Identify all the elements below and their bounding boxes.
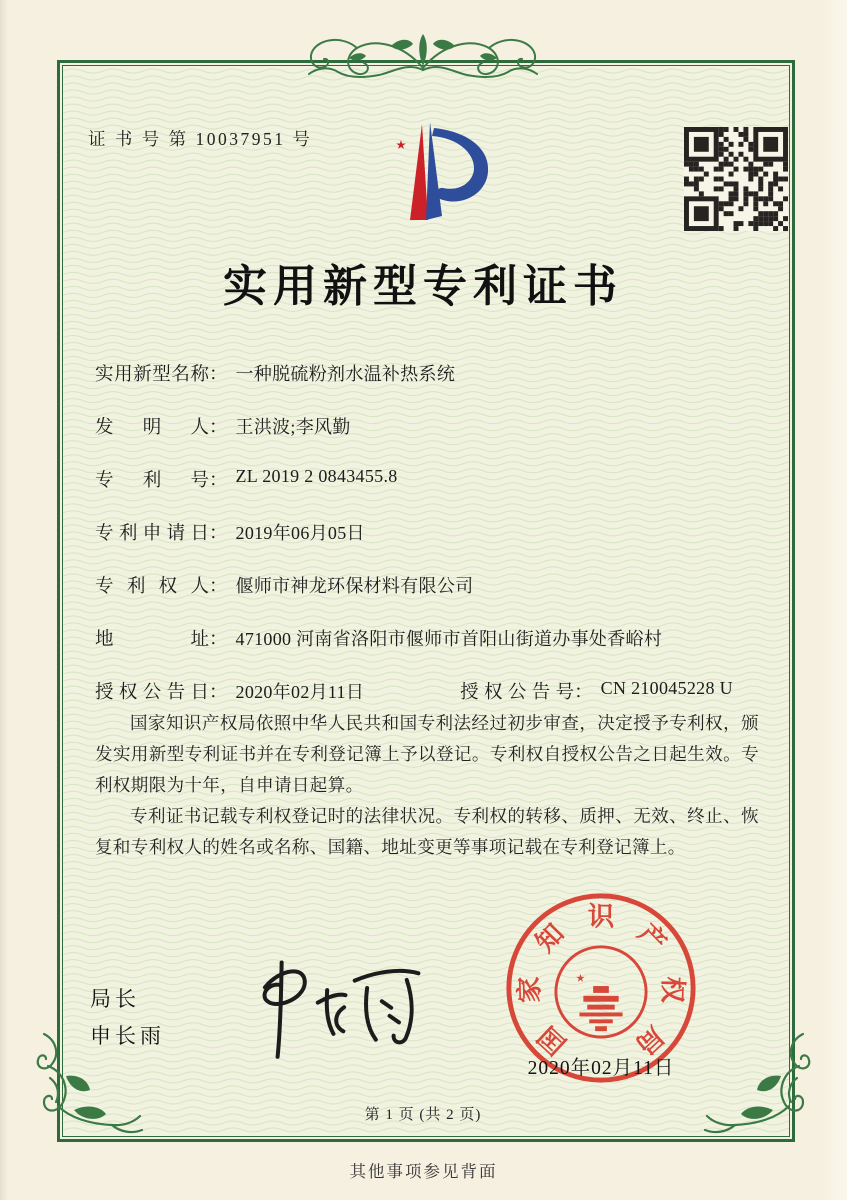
svg-text:国: 国 bbox=[532, 1020, 572, 1061]
field-value: 王洪波;李风勤 bbox=[235, 417, 351, 437]
signer-name: 申长雨 bbox=[90, 1024, 165, 1048]
back-side-note: 其他事项参见背面 bbox=[349, 1162, 498, 1181]
field-colon: ： bbox=[209, 630, 228, 650]
page-number: 第 1 页 (共 2 页) bbox=[364, 1107, 482, 1123]
field-value: 471000 河南省洛阳市偃师市首阳山街道办事处香峪村 bbox=[235, 629, 663, 649]
director-signature-icon bbox=[219, 946, 439, 1065]
field-label: 发明人 bbox=[95, 418, 209, 438]
legal-paragraph-2: 专利证书记载专利权登记时的法律状况。专利权的转移、质押、无效、终止、恢复和专利权人的姓名或名称、国籍、地址变更等事项记载在专利登记簿上。 bbox=[95, 806, 759, 857]
field-row-address bbox=[95, 625, 763, 678]
svg-text:知: 知 bbox=[529, 917, 570, 958]
field-colon: ： bbox=[209, 365, 228, 385]
certificate-title: 实用新型专利证书 bbox=[223, 262, 623, 311]
svg-text:识: 识 bbox=[587, 901, 615, 932]
field-value: 一种脱硫粉剂水温补热系统 bbox=[235, 364, 456, 384]
qr-code bbox=[684, 127, 788, 231]
field-row-inventor bbox=[95, 413, 763, 466]
field-label: 专利申请日 bbox=[95, 524, 209, 544]
field-list bbox=[95, 360, 763, 731]
certificate-number: 证 书 号 第 10037951 号 bbox=[88, 129, 313, 149]
field-row-patentee bbox=[95, 572, 763, 625]
field-value: CN 210045228 U bbox=[600, 678, 733, 698]
seal-date: 2020年02月11日 bbox=[527, 1058, 675, 1079]
field-colon: ： bbox=[209, 683, 228, 703]
field-colon: ： bbox=[574, 683, 593, 703]
field-label: 专利权人 bbox=[95, 577, 209, 597]
field-colon: ： bbox=[209, 524, 228, 544]
svg-text:权: 权 bbox=[657, 976, 689, 1004]
field-value: 偃师市神龙环保材料有限公司 bbox=[235, 576, 474, 596]
field-colon: ： bbox=[209, 577, 228, 597]
signer-title: 局长 bbox=[90, 987, 140, 1011]
svg-text:家: 家 bbox=[513, 976, 545, 1004]
field-value: 2019年06月05日 bbox=[235, 523, 365, 543]
field-label: 专利号 bbox=[95, 471, 209, 491]
field-value: ZL 2019 2 0843455.8 bbox=[235, 466, 398, 486]
field-row-name bbox=[95, 360, 763, 413]
field-label: 授权公告日 bbox=[95, 683, 209, 703]
legal-text bbox=[95, 708, 759, 863]
svg-text:局: 局 bbox=[630, 1020, 670, 1061]
field-row-filing-date bbox=[95, 519, 763, 572]
svg-text:产: 产 bbox=[632, 917, 673, 958]
field-label: 实用新型名称 bbox=[95, 365, 209, 385]
cnipa-logo-icon bbox=[338, 116, 526, 238]
field-label: 授权公告号 bbox=[460, 683, 575, 703]
field-colon: ： bbox=[209, 418, 228, 438]
field-row-patent-number bbox=[95, 466, 763, 519]
legal-paragraph-1: 国家知识产权局依照中华人民共和国专利法经过初步审查，决定授予专利权，颁发实用新型专利证书并在专利登记簿上予以登记。专利权自授权公告之日起生效。专利权期限为十年，自申请日起算。 bbox=[95, 713, 759, 795]
field-label: 地址 bbox=[95, 630, 209, 650]
field-colon: ： bbox=[209, 471, 228, 491]
field-value: 2020年02月11日 bbox=[235, 682, 365, 702]
